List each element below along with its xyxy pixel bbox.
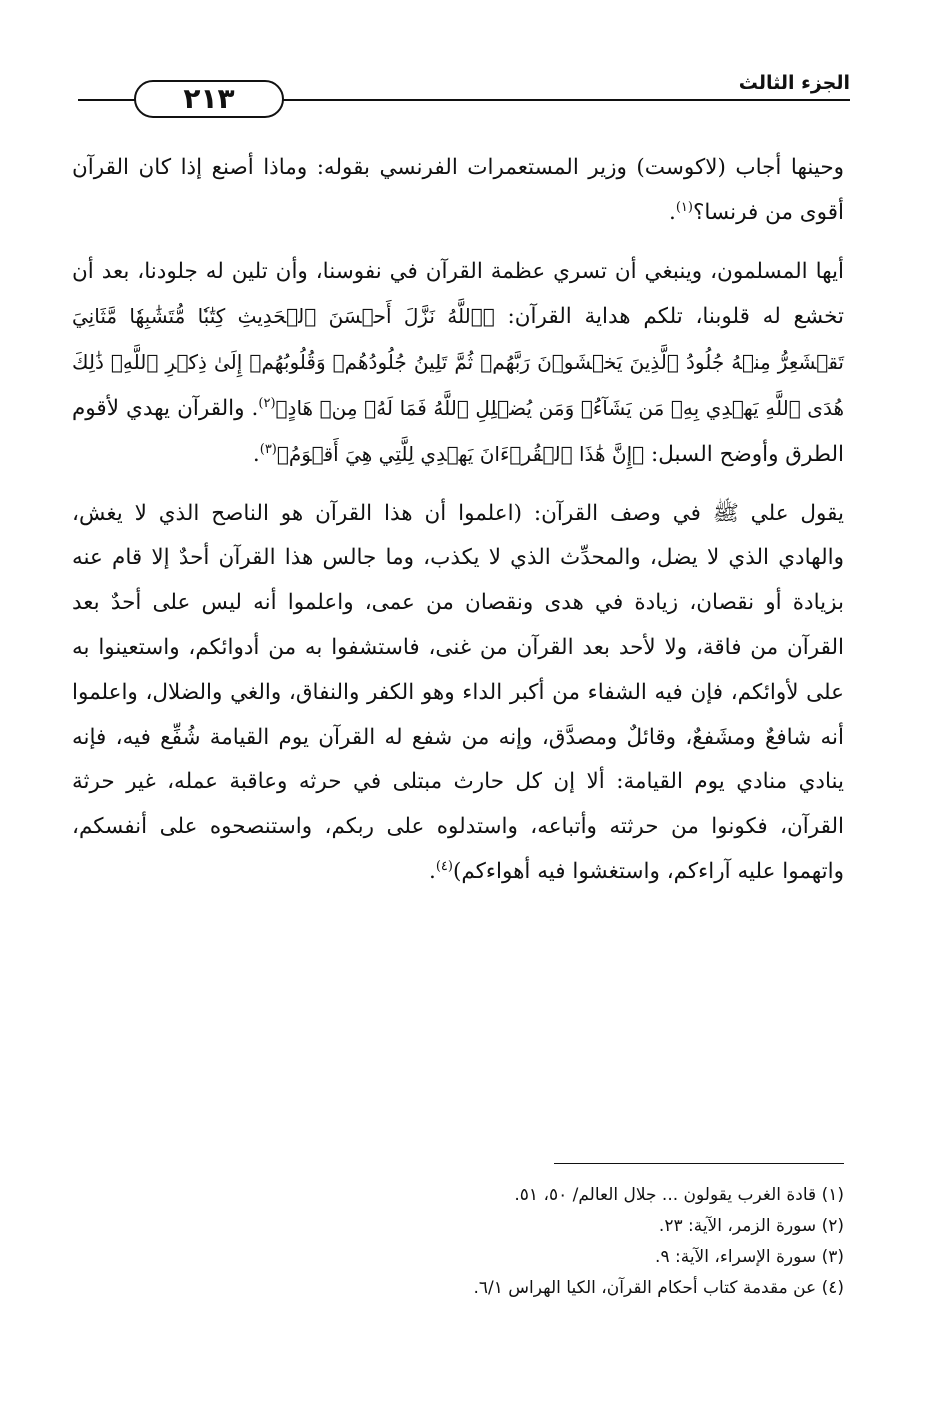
paragraph xyxy=(72,146,844,236)
page-header xyxy=(70,70,850,126)
page-number: ٢١٣ xyxy=(134,80,284,118)
footnote-rule xyxy=(554,1163,844,1164)
footnote-marker: (٣) xyxy=(259,441,277,457)
quran-verse: ﴿ٱللَّهُ نَزَّلَ أَحۡسَنَ ٱلۡحَدِيثِ كِتَٰبٗا مُّتَشَٰبِهٗا مَّثَانِيَ تَقۡشَعِرُّ مِنۡهُ جُلُودُ ٱلَّذِينَ يَخۡشَوۡنَ رَبَّهُمۡ ثُمَّ تَلِينُ جُلُودُهُمۡ وَقُلُوبُهُمۡ إِلَىٰ ذِكۡرِ ٱللَّهِۚ ذَٰلِكَ هُدَى ٱللَّهِ يَهۡدِي بِهِۦ مَن يَشَآءُۚ وَمَن يُضۡلِلِ ٱللَّهُ فَمَا لَهُۥ مِنۡ هَادٍ﴾ xyxy=(72,304,844,420)
footnote: (١) قادة الغرب يقولون ... جلال العالم/ ٥٠، ٥١. xyxy=(514,1185,844,1205)
text-run: . والقرآن يهدي لأقوم الطرق وأوضح السبل: xyxy=(72,395,844,467)
footnote: (٢) سورة الزمر، الآية: ٢٣. xyxy=(658,1216,844,1236)
footnote-marker: (٢) xyxy=(258,395,276,411)
text-run: . xyxy=(252,441,260,467)
running-head: الجزء الثالث xyxy=(738,72,850,94)
main-text xyxy=(72,146,844,895)
text-run: يقول علي ﷺ في وصف القرآن: (اعلموا أن هذا القرآن هو الناصح الذي لا يغش، والهادي الذي لا يضل، والمحدِّث الذي لا يكذب، وما جالس هذا القرآن أحدٌ إلا قام عنه بزيادة أو نقصان، زيادة في هدى ونقصان من عمى، واعلموا أنه ليس على أحدٌ بعد القرآن من فاقة، ولا لأحد بعد القرآن من غنى، فاستشفوا به من أدوائكم، واستعينوا به على لأوائكم، فإن فيه الشفاء من أكبر الداء وهو الكفر والنفاق، والغي والضلال، واعلموا أنه شافعٌ ومشَفعٌ، وقائلٌ ومصدَّق، وإنه من شفع له القرآن يوم القيامة شُفِّع فيه، فإنه ينادي منادي يوم القيامة: ألا إن كل حارث مبتلى في حرثه وعاقبة عمله، غير حرثة القرآن، فكونوا من حرثته وأتباعه، واستدلوه على ربكم، واستنصحوه على أنفسكم، واتهموا عليه آراءكم، واستغشوا فيه أهواءكم) xyxy=(72,500,844,884)
footnotes xyxy=(72,1180,844,1304)
text-run: . xyxy=(428,858,436,884)
footnote-marker: (١) xyxy=(675,199,693,215)
quran-verse: ﴿إِنَّ هَٰذَا ٱلۡقُرۡءَانَ يَهۡدِي لِلَّتِي هِيَ أَقۡوَمُ﴾ xyxy=(276,441,645,466)
paragraph xyxy=(72,492,844,895)
text-run: وحينها أجاب (لاكوست) وزير المستعمرات الفرنسي بقوله: وماذا أصنع إذا كان القرآن أقوى من فرنسا؟ xyxy=(72,155,844,225)
paragraph xyxy=(72,250,844,478)
text-run: أيها المسلمون، وينبغي أن تسري عظمة القرآن في نفوسنا، وأن تلين له جلودنا، بعد أن تخشع له قلوبنا، تلكم هداية القرآن: xyxy=(72,258,844,330)
footnote: (٤) عن مقدمة كتاب أحكام القرآن، الكيا الهراس ٦/١. xyxy=(473,1278,844,1298)
footnote: (٣) سورة الإسراء، الآية: ٩. xyxy=(655,1247,844,1267)
text-run: . xyxy=(669,199,676,225)
footnote-marker: (٤) xyxy=(435,858,453,874)
